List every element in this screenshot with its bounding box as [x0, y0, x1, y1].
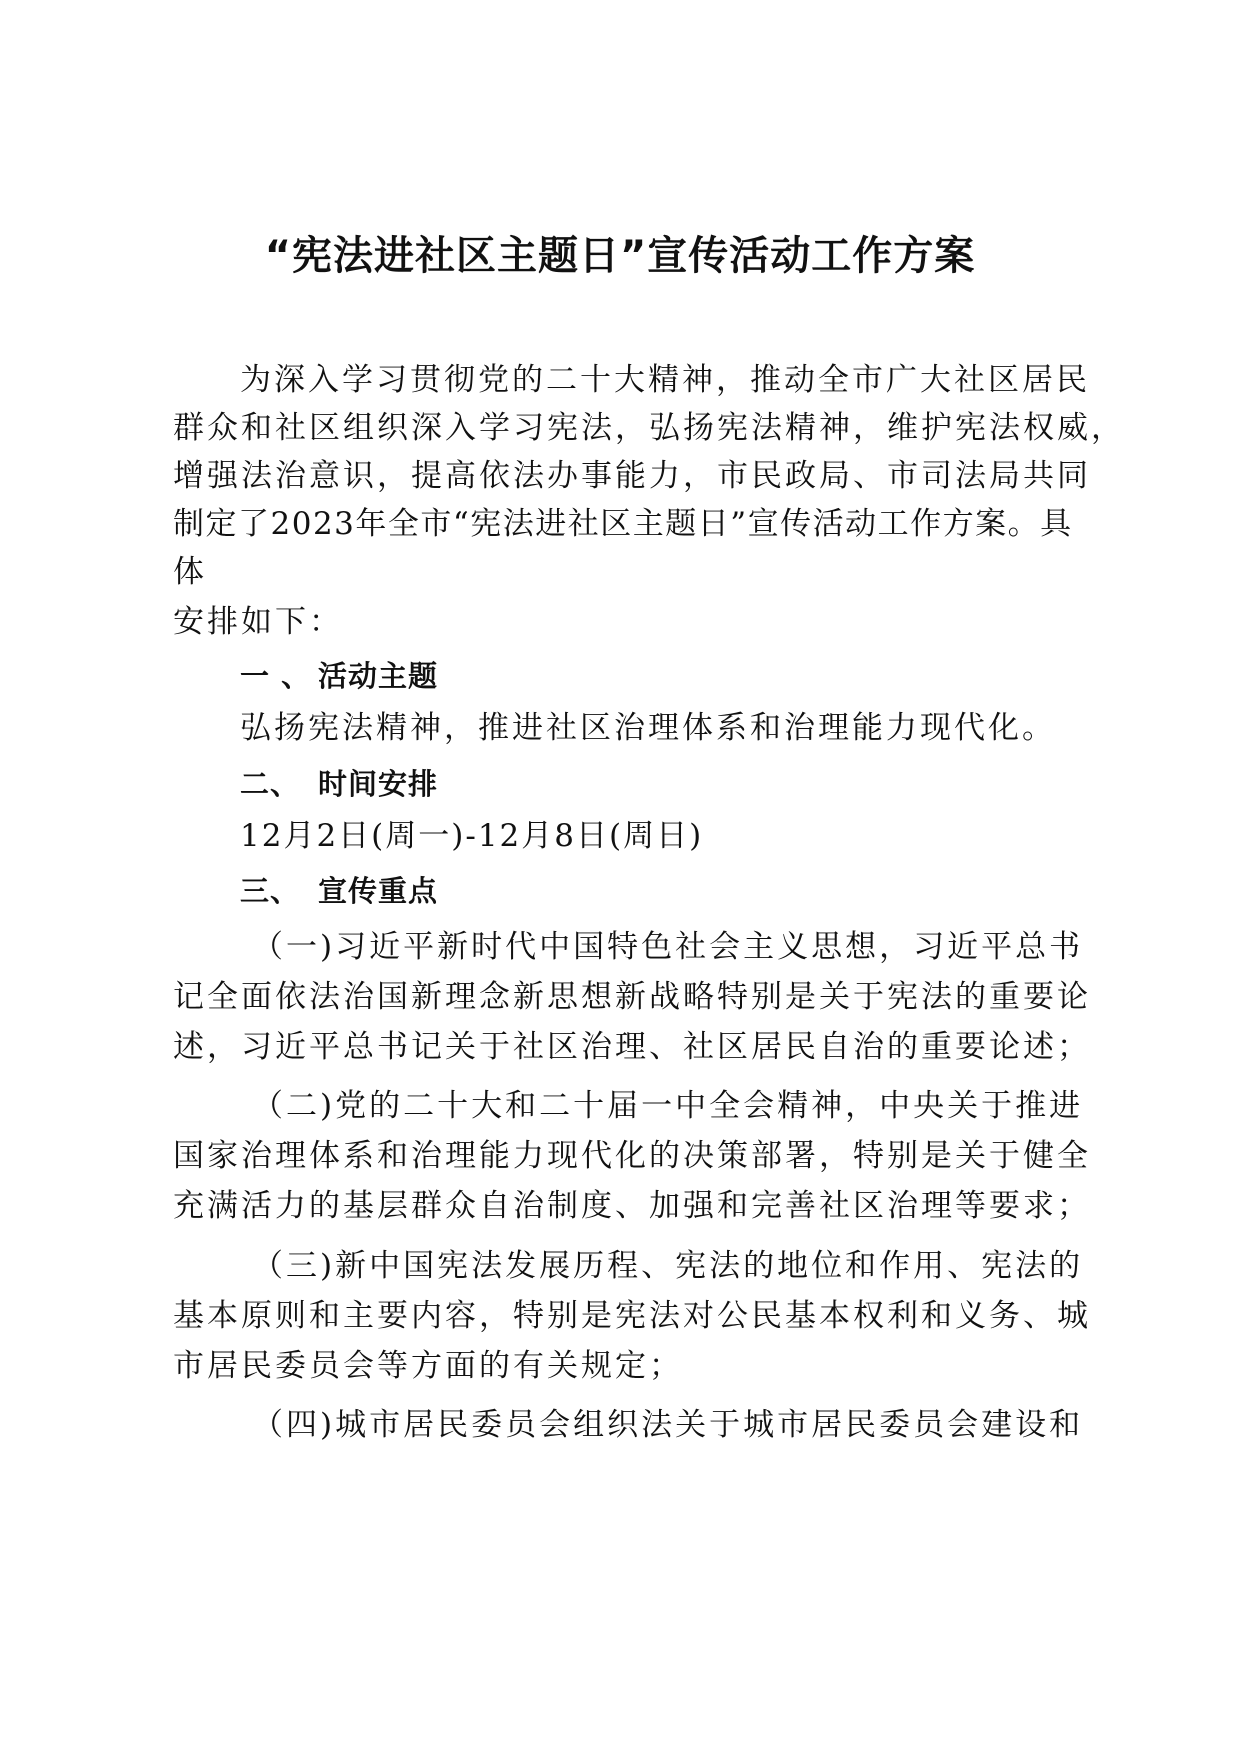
point-line: （二)党的二十大和二十届一中全会精神，中央关于推进: [252, 1088, 1084, 1124]
intro-line: 增强法治意识，提高依法办事能力，市民政局、市司法局共同: [173, 458, 1091, 494]
intro-line: 为深入学习贯彻党的二十大精神，推动全市广大社区居民: [240, 362, 1090, 398]
point-line: 基本原则和主要内容，特别是宪法对公民基本权利和义务、城: [173, 1298, 1091, 1334]
section-number: 一 、: [240, 659, 312, 693]
point-line: 述，习近平总书记关于社区治理、社区居民自治的重要论述；: [173, 1029, 1091, 1065]
section-number: 二、: [240, 767, 301, 801]
section-number: 三、: [240, 874, 301, 908]
section-heading: [240, 869, 438, 913]
intro-line: 安排如下：: [173, 604, 343, 640]
point-line: （四)城市居民委员会组织法关于城市居民委员会建设和: [252, 1407, 1084, 1443]
point-line: 记全面依法治国新理念新思想新战略特别是关于宪法的重要论: [173, 979, 1091, 1015]
section-body: 12月2日(周一)-12月8日(周日): [240, 818, 704, 854]
section-title: 宣传重点: [318, 874, 439, 908]
intro-line: 体: [173, 554, 207, 590]
point-line: （一)习近平新时代中国特色社会主义思想，习近平总书: [252, 929, 1084, 965]
section-title: 时间安排: [318, 767, 439, 801]
section-heading: [240, 654, 438, 698]
point-line: （三)新中国宪法发展历程、宪法的地位和作用、宪法的: [252, 1248, 1084, 1284]
point-line: 市居民委员会等方面的有关规定；: [173, 1348, 683, 1384]
section-title: 活动主题: [318, 659, 439, 693]
intro-line: 制定了2023年全市“宪法进社区主题日”宣传活动工作方案。具: [173, 506, 1073, 542]
point-line: 充满活力的基层群众自治制度、加强和完善社区治理等要求；: [173, 1188, 1091, 1224]
section-body: 弘扬宪法精神，推进社区治理体系和治理能力现代化。: [240, 710, 1056, 746]
intro-line: 群众和社区组织深入学习宪法，弘扬宪法精神，维护宪法权威，: [173, 410, 1125, 446]
section-heading: [240, 762, 438, 806]
point-line: 国家治理体系和治理能力现代化的决策部署，特别是关于健全: [173, 1138, 1091, 1174]
document-title: “宪法进社区主题日”宣传活动工作方案: [264, 233, 976, 279]
